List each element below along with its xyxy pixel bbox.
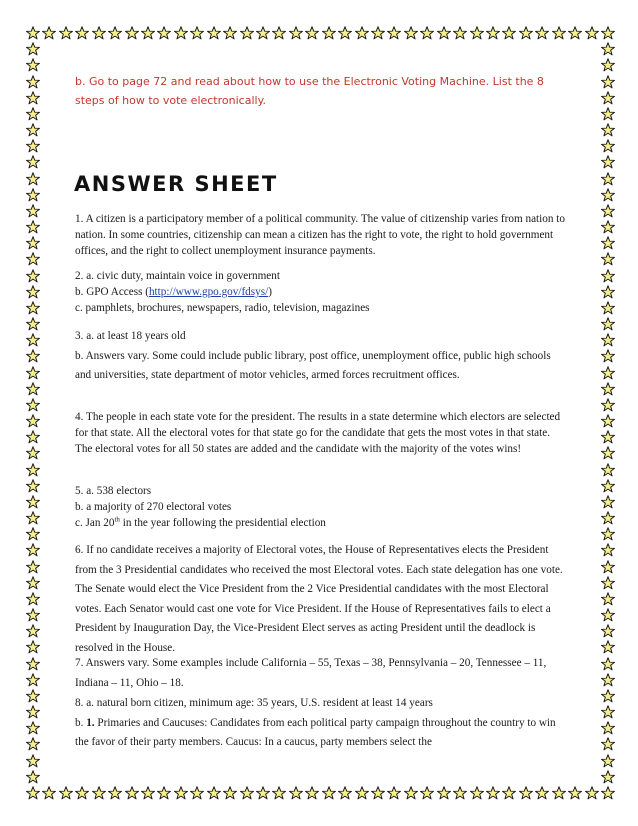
star-icon (601, 705, 615, 719)
star-icon (601, 91, 615, 105)
star-icon (26, 139, 40, 153)
star-icon (190, 786, 204, 800)
star-icon (26, 269, 40, 283)
star-icon (404, 786, 418, 800)
star-icon (26, 58, 40, 72)
star-icon (26, 204, 40, 218)
star-icon (601, 754, 615, 768)
star-icon (437, 786, 451, 800)
star-icon (59, 786, 73, 800)
star-icon (26, 673, 40, 687)
star-icon (601, 721, 615, 735)
star-icon (601, 349, 615, 363)
star-icon (26, 479, 40, 493)
star-icon (26, 608, 40, 622)
star-icon (26, 91, 40, 105)
gpo-link[interactable]: http://www.gpo.gov/fdsys/ (148, 286, 269, 298)
star-icon (289, 26, 303, 40)
star-icon (420, 786, 434, 800)
star-icon (223, 26, 237, 40)
answer-2 (75, 268, 565, 316)
answer-3a: 3. a. at least 18 years old (75, 330, 186, 342)
star-icon (601, 527, 615, 541)
star-icon (272, 26, 286, 40)
answer-4-text: 4. The people in each state vote for the president. The results in a state determine which electors are selected for that state. All the electoral votes for that state go for the candidate that gets the most votes in that state. The electoral votes for all 50 states are added and the candidate with the majority of the votes wins! (75, 411, 561, 455)
star-icon (601, 26, 615, 40)
star-icon (470, 786, 484, 800)
star-icon (601, 139, 615, 153)
answer-3b: b. Answers vary. Some could include public library, post office, unemployment office, public high schools and universities, state department of motor vehicles, armed forces recruitment offices. (75, 349, 551, 381)
star-icon (26, 657, 40, 671)
star-icon (26, 333, 40, 347)
star-icon (601, 301, 615, 315)
star-icon (26, 26, 40, 40)
star-icon (355, 786, 369, 800)
star-icon (601, 657, 615, 671)
star-icon (26, 527, 40, 541)
star-icon (470, 26, 484, 40)
star-icon (26, 737, 40, 751)
star-icon (371, 26, 385, 40)
star-icon (601, 333, 615, 347)
star-icon (305, 26, 319, 40)
star-icon (601, 446, 615, 460)
star-icon (42, 26, 56, 40)
answer-5b: b. a majority of 270 electoral votes (75, 501, 232, 513)
star-icon (338, 786, 352, 800)
star-icon (26, 155, 40, 169)
star-icon (26, 349, 40, 363)
star-icon (26, 172, 40, 186)
star-icon (26, 624, 40, 638)
star-icon (519, 26, 533, 40)
star-icon (26, 511, 40, 525)
star-icon (601, 689, 615, 703)
star-icon (26, 414, 40, 428)
star-icon (75, 786, 89, 800)
star-icon (601, 188, 615, 202)
star-icon (601, 463, 615, 477)
star-icon (26, 317, 40, 331)
star-icon (601, 543, 615, 557)
star-icon (272, 786, 286, 800)
star-icon (141, 26, 155, 40)
star-icon (601, 204, 615, 218)
star-icon (486, 786, 500, 800)
star-icon (108, 786, 122, 800)
star-icon (92, 786, 106, 800)
star-icon (601, 285, 615, 299)
star-icon (601, 42, 615, 56)
star-icon (601, 786, 615, 800)
star-icon (26, 252, 40, 266)
star-icon (26, 770, 40, 784)
star-icon (108, 26, 122, 40)
star-icon (601, 236, 615, 250)
star-icon (601, 608, 615, 622)
answer-1 (75, 211, 565, 259)
star-icon (223, 786, 237, 800)
star-icon (26, 786, 40, 800)
star-icon (141, 786, 155, 800)
answer-6 (75, 541, 565, 658)
intro-instruction: b. Go to page 72 and read about how to use the Electronic Voting Machine. List the 8 steps of how to vote electronically. (75, 75, 544, 107)
star-icon (174, 786, 188, 800)
star-icon (289, 786, 303, 800)
star-icon (601, 220, 615, 234)
star-icon (256, 26, 270, 40)
star-icon (387, 26, 401, 40)
star-icon (26, 721, 40, 735)
answer-7 (75, 654, 565, 693)
star-icon (601, 107, 615, 121)
star-icon (585, 786, 599, 800)
answer-7-text: 7. Answers vary. Some examples include California – 55, Texas – 38, Pennsylvania – 20, Tennessee – 11, Indiana – 11, Ohio – 18. (75, 657, 547, 689)
star-icon (26, 301, 40, 315)
star-icon (26, 382, 40, 396)
star-icon (601, 673, 615, 687)
star-icon (240, 786, 254, 800)
star-icon (26, 754, 40, 768)
star-icon (502, 26, 516, 40)
answer-2a: 2. a. civic duty, maintain voice in government (75, 270, 280, 282)
star-icon (355, 26, 369, 40)
star-icon (157, 26, 171, 40)
star-icon (420, 26, 434, 40)
star-icon (26, 220, 40, 234)
star-icon (26, 398, 40, 412)
star-icon (601, 75, 615, 89)
star-icon (26, 236, 40, 250)
star-icon (387, 786, 401, 800)
star-icon (26, 705, 40, 719)
star-icon (207, 786, 221, 800)
star-icon (207, 26, 221, 40)
star-icon (26, 446, 40, 460)
star-icon (190, 26, 204, 40)
star-icon (26, 495, 40, 509)
star-icon (568, 786, 582, 800)
star-icon (26, 463, 40, 477)
star-icon (26, 430, 40, 444)
star-icon (26, 560, 40, 574)
star-icon (157, 786, 171, 800)
star-icon (601, 770, 615, 784)
star-icon (535, 26, 549, 40)
star-icon (601, 511, 615, 525)
star-icon (601, 366, 615, 380)
star-icon (585, 26, 599, 40)
star-icon (601, 560, 615, 574)
star-icon (75, 26, 89, 40)
star-icon (519, 786, 533, 800)
star-icon (601, 592, 615, 606)
star-icon (26, 592, 40, 606)
star-icon (404, 26, 418, 40)
answer-6-text: 6. If no candidate receives a majority of Electoral votes, the House of Representatives elects the President from the 3 Presidential candidates who received the most Electoral votes. Each state delegation has one vote. The Senate would elect the Vice President from the 2 Vice Presidential candidates with the most Electoral votes. Each Senator would cast one vote for Vice President. If the House of Representatives fails to elect a President by Inauguration Day, the Vice-President Elect serves as acting President until the deadlock is resolved in the House. (75, 544, 563, 654)
star-icon (601, 576, 615, 590)
star-icon (601, 317, 615, 331)
star-icon (601, 479, 615, 493)
answer-5a: 5. a. 538 electors (75, 485, 152, 497)
answer-5 (75, 483, 565, 531)
page-title: ANSWER SHEET (74, 172, 278, 196)
star-icon (601, 737, 615, 751)
star-icon (26, 123, 40, 137)
star-icon (568, 26, 582, 40)
star-icon (26, 640, 40, 654)
answer-8 (75, 694, 565, 753)
star-icon (453, 786, 467, 800)
star-icon (552, 26, 566, 40)
star-icon (26, 75, 40, 89)
star-icon (371, 786, 385, 800)
star-icon (305, 786, 319, 800)
star-icon (601, 252, 615, 266)
star-icon (601, 414, 615, 428)
star-icon (26, 543, 40, 557)
answer-3 (75, 327, 565, 386)
star-icon (453, 26, 467, 40)
answer-8a: 8. a. natural born citizen, minimum age: 35 years, U.S. resident at least 14 years (75, 697, 433, 709)
star-icon (601, 155, 615, 169)
star-icon (174, 26, 188, 40)
answer-1-text: 1. A citizen is a participatory member of a political community. The value of citizenship varies from nation to nation. In some countries, citizenship can mean a citizen has the right to vote, the right to hold government offices, and the right to collect unemployment insurance payments. (75, 213, 565, 257)
answer-8b: b. 1. Primaries and Caucuses: Candidates from each political party campaign throughout the country to win the favor of their party members. Caucus: In a caucus, party members select the (75, 716, 556, 748)
star-icon (92, 26, 106, 40)
star-icon (26, 42, 40, 56)
star-icon (535, 786, 549, 800)
star-icon (256, 786, 270, 800)
star-icon (125, 786, 139, 800)
star-icon (601, 640, 615, 654)
star-icon (26, 188, 40, 202)
star-icon (322, 786, 336, 800)
star-icon (486, 26, 500, 40)
star-icon (502, 786, 516, 800)
star-icon (552, 786, 566, 800)
star-icon (322, 26, 336, 40)
star-icon (26, 689, 40, 703)
star-icon (59, 26, 73, 40)
star-icon (26, 366, 40, 380)
star-icon (601, 123, 615, 137)
star-icon (601, 430, 615, 444)
star-icon (601, 398, 615, 412)
star-icon (601, 58, 615, 72)
star-icon (338, 26, 352, 40)
star-icon (601, 269, 615, 283)
star-icon (601, 495, 615, 509)
star-icon (26, 107, 40, 121)
star-icon (601, 172, 615, 186)
answer-5c: c. Jan 20th in the year following the presidential election (75, 515, 326, 529)
star-icon (42, 786, 56, 800)
star-icon (240, 26, 254, 40)
answer-2c: c. pamphlets, brochures, newspapers, radio, television, magazines (75, 302, 370, 314)
star-icon (601, 624, 615, 638)
answer-2b: b. GPO Access (http://www.gpo.gov/fdsys/) (75, 286, 272, 298)
star-icon (125, 26, 139, 40)
star-icon (601, 382, 615, 396)
star-icon (26, 285, 40, 299)
star-icon (26, 576, 40, 590)
star-icon (437, 26, 451, 40)
answer-4 (75, 409, 565, 457)
